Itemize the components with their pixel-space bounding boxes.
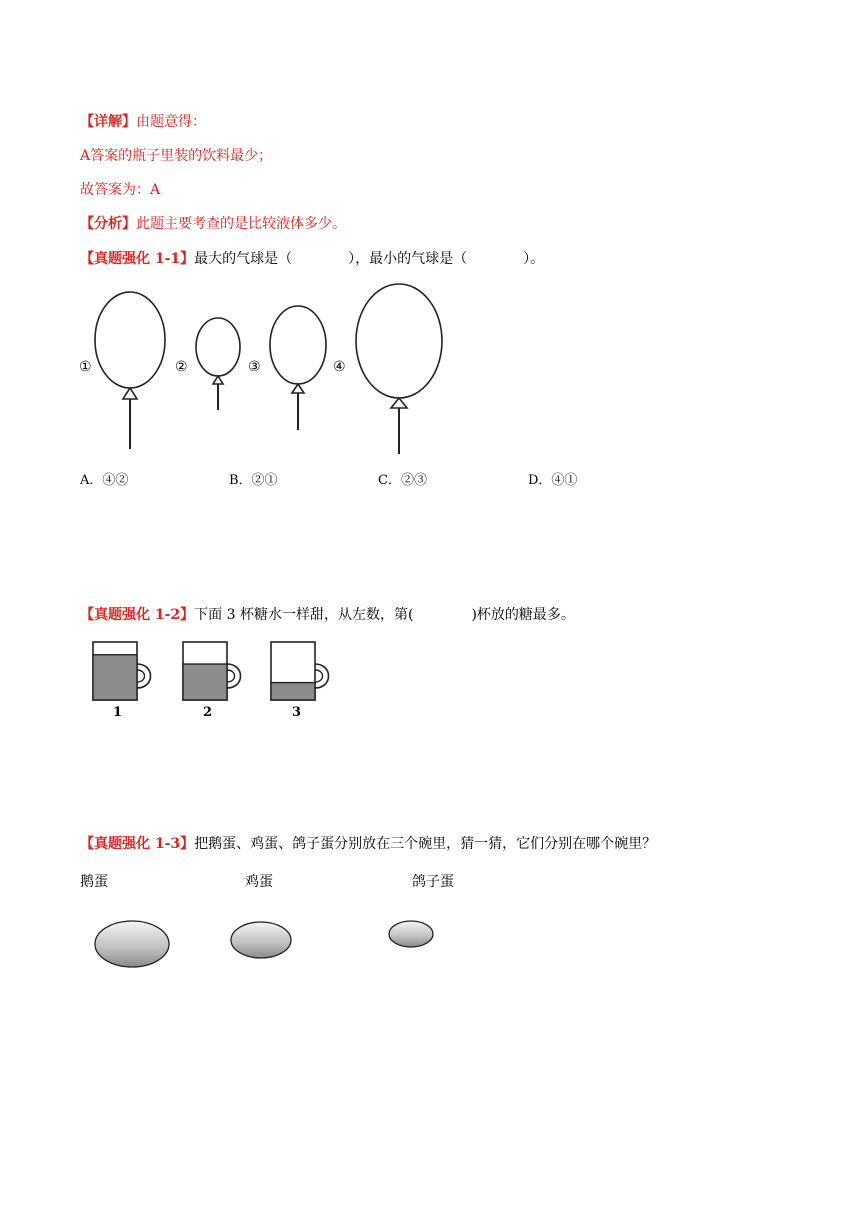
chicken-egg — [231, 922, 291, 958]
q3-question — [80, 835, 656, 853]
egg-label-goose: 鹅蛋 — [80, 874, 108, 890]
cup-label-2: 2 — [203, 705, 213, 720]
q1-text-b: ），最小的气球是（ — [348, 251, 468, 267]
detail-line — [80, 113, 206, 131]
detail-line-2: A答案的瓶子里装的饮料最少； — [80, 148, 273, 164]
q1-text-a: 最大的气球是（ — [194, 251, 293, 267]
balloon-1 — [95, 292, 165, 449]
q1-tag: 【真题强化 1-1】 — [80, 251, 195, 267]
detail-tag: 【详解】 — [80, 114, 136, 130]
q3-tag: 【真题强化 1-3】 — [80, 836, 195, 852]
balloon-label-1: ① — [79, 359, 92, 375]
q1-question — [80, 250, 544, 268]
balloon-label-2: ② — [175, 359, 188, 375]
detail-text: 由题意得： — [136, 114, 206, 130]
analysis-line — [80, 215, 346, 233]
cup-label-1: 1 — [113, 705, 123, 720]
q1-option-b: B．②① — [229, 473, 278, 488]
cup-2 — [183, 642, 241, 700]
egg-label-pigeon: 鸽子蛋 — [412, 874, 454, 890]
balloon-4 — [356, 284, 442, 454]
goose-egg — [95, 921, 169, 967]
balloon-2 — [196, 318, 240, 410]
detail-line-3: 故答案为：A — [80, 182, 161, 198]
q1-option-c: C．②③ — [378, 473, 427, 488]
eggs-figure — [85, 910, 445, 980]
cup-label-3: 3 — [292, 705, 302, 720]
pigeon-egg — [389, 921, 433, 947]
analysis-tag: 【分析】 — [80, 216, 136, 232]
balloon-3 — [270, 306, 326, 430]
q1-text-c: ）。 — [523, 251, 545, 267]
balloon-label-4: ④ — [333, 359, 346, 375]
q1-option-a: A．④② — [80, 473, 129, 488]
egg-label-chicken: 鸡蛋 — [245, 874, 273, 890]
q2-tag: 【真题强化 1-2】 — [80, 607, 195, 623]
q2-text-b: )杯放的糖最多。 — [471, 607, 575, 623]
cups-figure — [85, 638, 365, 704]
q1-option-d: D．④① — [528, 473, 578, 488]
q3-text: 把鹅蛋、鸡蛋、鸽子蛋分别放在三个碗里，猜一猜，它们分别在哪个碗里？ — [194, 836, 657, 852]
cup-1 — [93, 642, 151, 700]
cup-3 — [271, 642, 329, 700]
analysis-text: 此题主要考查的是比较液体多少。 — [136, 216, 346, 232]
q2-question — [80, 606, 575, 624]
balloons-figure — [70, 278, 470, 458]
q2-text-a: 下面 3 杯糖水一样甜，从左数，第( — [194, 607, 414, 623]
balloon-label-3: ③ — [248, 359, 261, 375]
